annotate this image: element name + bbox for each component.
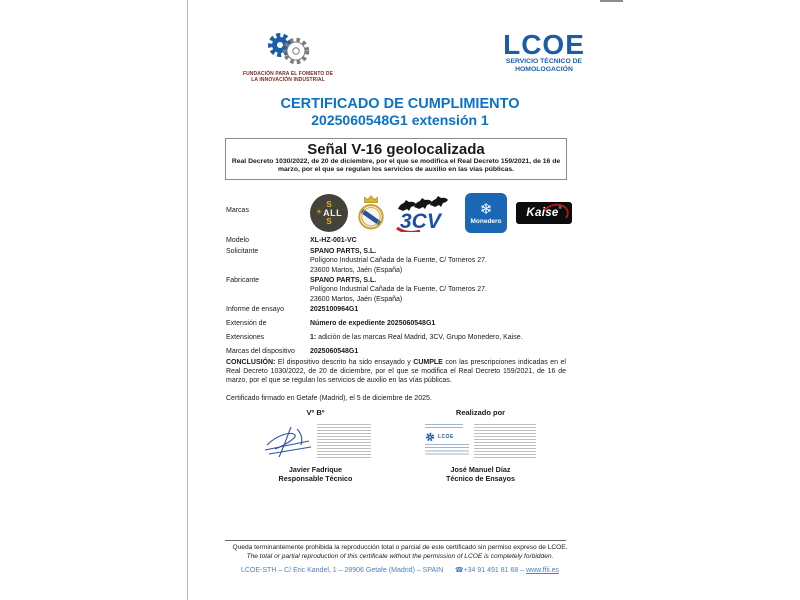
extensiones-value: 1: adición de las marcas Real Madrid, 3CV, Grupo Monedero, Kaise.	[310, 334, 523, 341]
certificate-content	[188, 0, 612, 600]
digital-signature-text	[317, 424, 371, 460]
signature-block-right	[413, 408, 548, 483]
right-signer-name: José Manuel Díaz	[450, 465, 511, 474]
kaise-brand-logo	[516, 202, 572, 224]
product-name: Señal V-16 geolocalizada	[307, 141, 485, 158]
fundacion-logo	[224, 32, 352, 83]
left-signer-role: Responsable Técnico	[278, 474, 353, 483]
registered-mark: ®	[558, 205, 562, 210]
lcoe-subtitle-line2: HOMOLOGACIÓN	[515, 65, 573, 73]
footer-phone: +34 91 491 81 68 –	[463, 567, 527, 574]
mini-gear-icon	[425, 432, 435, 442]
solicitante-label: Solicitante	[226, 248, 259, 255]
product-box	[225, 138, 567, 180]
product-decree-text: Real Decreto 1030/2022, de 20 de diciembre, por el que se modifica el Real Decreto 159/2021, de 16 de marzo, por el que se regulan los servicios de auxilio en las vías públicas.	[231, 158, 561, 174]
fabricante-address-2: 23600 Martos, Jaén (España)	[310, 295, 403, 303]
sos-letter-top: S	[326, 199, 332, 209]
phone-icon: ☎	[454, 567, 464, 574]
horses-icon	[398, 196, 448, 211]
kaise-text: Kaise	[526, 207, 559, 219]
3cv-brand-logo	[394, 194, 456, 232]
solicitante-name: SPANO PARTS, S.L.	[310, 248, 377, 255]
solicitante-address-1: Polígono Industrial Cañada de la Fuente, C/ Torneros 27.	[310, 257, 487, 265]
solicitante-address-2: 23600 Martos, Jaén (España)	[310, 266, 403, 274]
certificate-title-line1: CERTIFICADO DE CUMPLIMIENTO	[280, 96, 520, 112]
marcas-label: Marcas	[226, 207, 249, 214]
fabricante-address-1: Polígono Industrial Cañada de la Fuente, C/ Torneros 27.	[310, 286, 487, 294]
signature-scribble	[261, 423, 313, 461]
signature-block-left	[248, 408, 383, 483]
fabricante-value	[310, 276, 487, 304]
sos-letter-bottom: S	[326, 216, 332, 226]
right-signer-role: Técnico de Ensayos	[445, 474, 516, 483]
lcoe-subtitle-line1: SERVICIO TÉCNICO DE	[505, 58, 583, 65]
footer-contact-line	[188, 566, 612, 574]
footer-prohibition-es: Queda terminantemente prohibida la reproducción total o parcial de este certificado sin permiso expreso de LCOE.	[232, 544, 568, 551]
extension-de-label: Extensión de	[226, 320, 267, 327]
fabricante-name: SPANO PARTS, S.L.	[310, 277, 377, 284]
brand-logos-row	[310, 193, 572, 233]
marcas-dispositivo-value: 2025060548G1	[310, 348, 359, 355]
stamp-detail-lines	[425, 444, 469, 456]
realizado-por-heading: Realizado por	[455, 408, 506, 417]
real-madrid-crest-icon	[357, 194, 385, 232]
modelo-value: XL-HZ-001-VC	[310, 237, 357, 244]
extension-de-value: Número de expediente 2025060548G1	[310, 320, 436, 327]
fundacion-name-line1: FUNDACIÓN PARA EL FOMENTO DE	[242, 71, 334, 77]
solicitante-value	[310, 247, 487, 275]
signed-at-line: Certificado firmado en Getafe (Madrid), el 5 de diciembre de 2025.	[226, 395, 432, 402]
snowflake-icon: ❄	[479, 200, 493, 218]
footer-address: LCOE-STH – C/ Eric Kandel, 1 – 28906 Getafe (Madrid) – SPAIN	[240, 567, 444, 574]
lcoe-logo-text: LCOE	[503, 29, 585, 60]
stamp-name-lines	[425, 424, 463, 430]
informe-value: 2025100964G1	[310, 306, 359, 313]
monedero-text: Monedero	[470, 217, 502, 225]
left-signature-graphic	[248, 419, 383, 465]
lcoe-logo	[488, 31, 600, 73]
right-signature-graphic	[413, 419, 548, 465]
monedero-brand-logo	[465, 193, 507, 233]
fabricante-label: Fabricante	[226, 277, 260, 284]
modelo-label: Modelo	[226, 237, 249, 244]
conclusion-paragraph: CONCLUSIÓN: El dispositivo descrito ha sido ensayado y CUMPLE con las prescripciones indicadas en el Real Decreto 1030/2022, de 20 de diciembre, por el que se modifica el Real Decreto 159/2021, de 16 de marzo, por el que se regulan los servicios de auxilio en las vías públicas.	[226, 359, 566, 385]
marcas-dispositivo-label: Marcas del dispositivo	[226, 348, 295, 355]
sos-all-brand-logo	[310, 194, 348, 232]
footer-divider	[225, 540, 566, 541]
footer-website-link[interactable]: www.ffii.es	[526, 567, 559, 574]
digital-stamp	[425, 424, 536, 460]
digital-signature-text	[474, 424, 536, 460]
left-signer-name: Javier Fadrique	[288, 465, 343, 474]
informe-label: Informe de ensayo	[226, 306, 284, 313]
fundacion-name-line2: LA INNOVACIÓN INDUSTRIAL	[251, 77, 325, 83]
certificate-title	[188, 96, 612, 128]
sos-all-text: ALL	[323, 207, 343, 218]
extensiones-label: Extensiones	[226, 334, 265, 341]
gears-icon	[260, 32, 316, 66]
footer-prohibition-en: The total or partial reproduction of this certificate without the permission of LCOE is completely forbidden.	[246, 553, 554, 560]
3cv-text: 3CV	[400, 210, 441, 232]
sun-icon: ☀	[315, 209, 323, 216]
certificate-title-line2: 2025060548G1 extensión 1	[311, 112, 489, 128]
vobo-heading: Vº Bº	[306, 408, 325, 417]
stamp-lcoe-text: LCOE	[438, 434, 454, 440]
